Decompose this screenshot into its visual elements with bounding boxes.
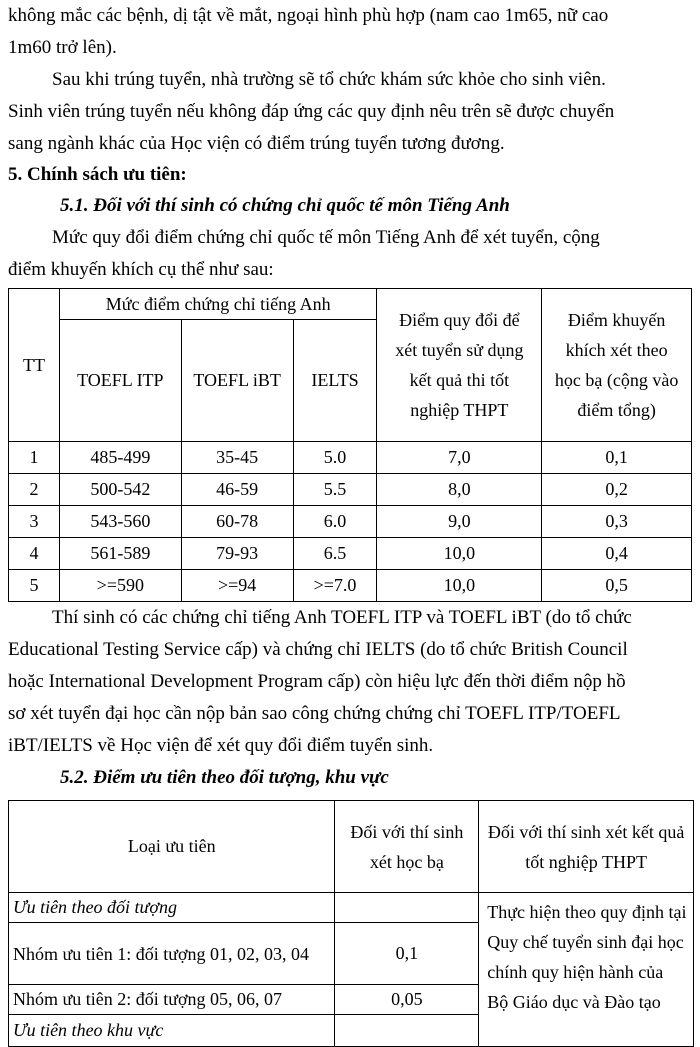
text-line: Educational Testing Service cấp) và chứng chỉ IELTS (do tổ chức British Council: [8, 639, 628, 660]
text-line: hoặc International Development Program cấp) còn hiệu lực đến thời điểm nộp hồ: [8, 671, 626, 692]
cell-ibt: 79-93: [181, 538, 293, 570]
cell-tt: 1: [9, 442, 60, 474]
cell-bonus: 0,1: [542, 442, 692, 474]
text-line: Mức quy đổi điểm chứng chỉ quốc tế môn Tiếng Anh để xét tuyển, cộng: [52, 227, 600, 248]
cell-itp: 485-499: [59, 442, 181, 474]
cell-ielts: 6.0: [293, 506, 377, 538]
header-toefl-ibt: TOEFL iBT: [181, 320, 293, 442]
text-line: không mắc các bệnh, dị tật về mắt, ngoại hình phù hợp (nam cao 1m65, nữ cao: [8, 5, 609, 26]
cell-ibt: 35-45: [181, 442, 293, 474]
cell-convert: 7,0: [377, 442, 542, 474]
cell-bonus: 0,5: [542, 570, 692, 602]
row-priority-object: Ưu tiên theo đối tượng: [9, 893, 335, 923]
text-line: sơ xét tuyển đại học cần nộp bản sao công chứng chứng chỉ TOEFL ITP/TOEFL: [8, 703, 621, 724]
priority-table: [8, 800, 694, 1047]
cell-convert: 9,0: [377, 506, 542, 538]
text-line: sang ngành khác của Học viện có điểm trúng tuyển tương đương.: [8, 133, 505, 154]
header-thpt: Đối với thí sinh xét kết quả tốt nghiệp THPT: [479, 801, 694, 893]
cell-tt: 4: [9, 538, 60, 570]
cell-ielts: 6.5: [293, 538, 377, 570]
cell-convert: 10,0: [377, 570, 542, 602]
header-toefl-itp: TOEFL ITP: [59, 320, 181, 442]
english-cert-table: [8, 288, 692, 602]
cell-tt: 2: [9, 474, 60, 506]
cell-ibt: 60-78: [181, 506, 293, 538]
section-heading: 5. Chính sách ưu tiên:: [8, 164, 187, 185]
cell-ibt: 46-59: [181, 474, 293, 506]
text-line: điểm khuyến khích cụ thể như sau:: [8, 259, 274, 280]
header-convert: Điểm quy đổi để xét tuyển sử dụng kết quả thi tốt nghiệp THPT: [377, 289, 542, 442]
text-line: Thí sinh có các chứng chỉ tiếng Anh TOEFL ITP và TOEFL iBT (do tổ chức: [52, 607, 632, 628]
cell-ibt: >=94: [181, 570, 293, 602]
row-group-1: Nhóm ưu tiên 1: đối tượng 01, 02, 03, 04: [9, 923, 335, 985]
text-line: iBT/IELTS về Học viện để xét quy đổi điểm tuyển sinh.: [8, 735, 434, 756]
cell-ielts: 5.5: [293, 474, 377, 506]
table-row: [9, 474, 692, 506]
header-ielts: IELTS: [293, 320, 377, 442]
cell-group-2-value: 0,05: [335, 985, 479, 1015]
text-line: 1m60 trở lên).: [8, 37, 117, 58]
cell-convert: 8,0: [377, 474, 542, 506]
text-line: Sau khi trúng tuyển, nhà trường sẽ tổ chức khám sức khỏe cho sinh viên.: [52, 69, 606, 90]
table-row: [9, 506, 692, 538]
cell-itp: 543-560: [59, 506, 181, 538]
cell-bonus: 0,4: [542, 538, 692, 570]
header-bonus: Điểm khuyến khích xét theo học bạ (cộng vào điểm tổng): [542, 289, 692, 442]
cell-thpt-note: Thực hiện theo quy định tại Quy chế tuyển sinh đại học chính quy hiện hành của Bộ Giáo dục và Đào tạo: [479, 893, 694, 1047]
cell-empty: [335, 893, 479, 923]
cell-bonus: 0,2: [542, 474, 692, 506]
header-priority-type: Loại ưu tiên: [9, 801, 335, 893]
cell-ielts: 5.0: [293, 442, 377, 474]
table-row: [9, 442, 692, 474]
header-hocba: Đối với thí sinh xét học bạ: [335, 801, 479, 893]
subsection-heading: 5.1. Đối với thí sinh có chứng chỉ quốc tế môn Tiếng Anh: [60, 195, 510, 216]
header-tt: TT: [9, 289, 60, 442]
cell-empty: [335, 1015, 479, 1047]
cell-convert: 10,0: [377, 538, 542, 570]
cell-itp: >=590: [59, 570, 181, 602]
cell-itp: 500-542: [59, 474, 181, 506]
cell-tt: 3: [9, 506, 60, 538]
row-group-2: Nhóm ưu tiên 2: đối tượng 05, 06, 07: [9, 985, 335, 1015]
cell-group-1-value: 0,1: [335, 923, 479, 985]
cell-bonus: 0,3: [542, 506, 692, 538]
text-line: Sinh viên trúng tuyển nếu không đáp ứng các quy định nêu trên sẽ được chuyển: [8, 101, 615, 122]
table-row: [9, 570, 692, 602]
cell-tt: 5: [9, 570, 60, 602]
cell-ielts: >=7.0: [293, 570, 377, 602]
row-priority-area: Ưu tiên theo khu vực: [9, 1015, 335, 1047]
subsection-heading: 5.2. Điểm ưu tiên theo đối tượng, khu vực: [60, 767, 389, 788]
table-row: [9, 538, 692, 570]
header-cert-group: Mức điểm chứng chỉ tiếng Anh: [59, 289, 377, 320]
cell-itp: 561-589: [59, 538, 181, 570]
